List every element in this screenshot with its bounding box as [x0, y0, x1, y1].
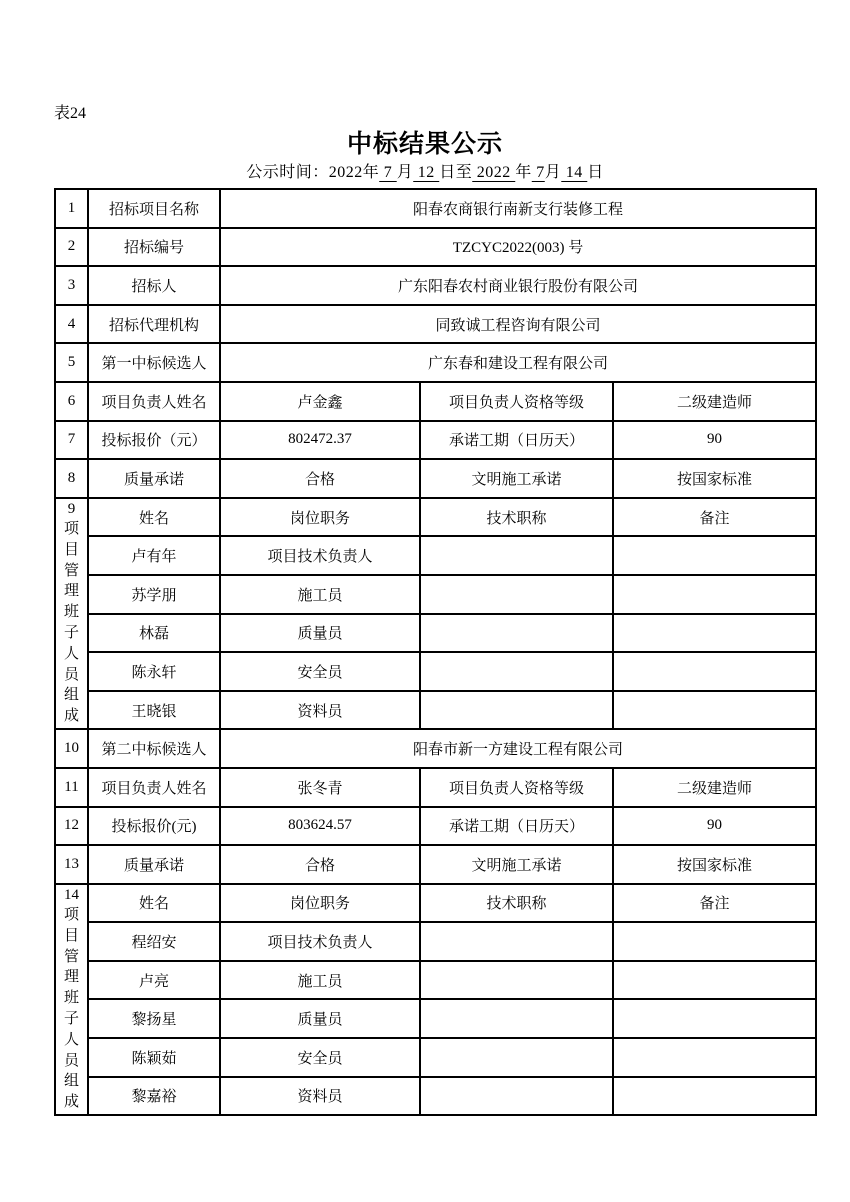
- empty-cell: [613, 536, 816, 575]
- header-tech-title: 技术职称: [420, 884, 613, 923]
- value-civilized-construction: 按国家标准: [613, 459, 816, 498]
- member-name: 陈永轩: [88, 652, 220, 691]
- table-row: [55, 729, 816, 768]
- label-manager-name: 项目负责人姓名: [88, 768, 220, 807]
- table-row: [55, 382, 816, 421]
- member-role: 质量员: [220, 999, 420, 1038]
- row-number: 10: [55, 729, 88, 768]
- label-construction-period: 承诺工期（日历天）: [420, 421, 613, 460]
- value-second-candidate: 阳春市新一方建设工程有限公司: [220, 729, 816, 768]
- empty-cell: [613, 1038, 816, 1077]
- row-number: 2: [55, 228, 88, 267]
- table-row: [55, 189, 816, 228]
- row-number: 4: [55, 305, 88, 344]
- value-manager-name: 张冬青: [220, 768, 420, 807]
- value-project-name: 阳春农商银行南新支行装修工程: [220, 189, 816, 228]
- empty-cell: [613, 691, 816, 730]
- table-row: [55, 922, 816, 961]
- group-14-vertical-cell: [55, 884, 88, 1116]
- header-name: 姓名: [88, 884, 220, 923]
- end-day-value: 14: [561, 164, 588, 181]
- member-name: 王晓银: [88, 691, 220, 730]
- table-row: [55, 807, 816, 846]
- month-unit: 月: [396, 164, 414, 181]
- value-quality-commitment: 合格: [220, 845, 420, 884]
- month-unit2: 月: [544, 164, 562, 181]
- row-number: 8: [55, 459, 88, 498]
- label-civilized-construction: 文明施工承诺: [420, 459, 613, 498]
- table-row: [55, 575, 816, 614]
- label-agency: 招标代理机构: [88, 305, 220, 344]
- table-row: [55, 1038, 816, 1077]
- form-tag: 表24: [54, 105, 87, 122]
- start-year: 2022年: [328, 164, 380, 181]
- label-manager-qualification: 项目负责人资格等级: [420, 382, 613, 421]
- member-name: 黎嘉裕: [88, 1077, 220, 1116]
- empty-cell: [420, 575, 613, 614]
- label-project-name: 招标项目名称: [88, 189, 220, 228]
- label-civilized-construction: 文明施工承诺: [420, 845, 613, 884]
- member-name: 卢有年: [88, 536, 220, 575]
- row-number: 9: [67, 501, 76, 518]
- header-tech-title: 技术职称: [420, 498, 613, 537]
- empty-cell: [420, 961, 613, 1000]
- member-name: 程绍安: [88, 922, 220, 961]
- header-position: 岗位职务: [220, 884, 420, 923]
- group-9-label: 项目管理班子人员组成: [63, 521, 79, 725]
- group-14-label: 项目管理班子人员组成: [63, 906, 79, 1111]
- empty-cell: [420, 1077, 613, 1116]
- empty-cell: [613, 961, 816, 1000]
- end-month-value: 7: [531, 164, 545, 181]
- value-agency: 同致诚工程咨询有限公司: [220, 305, 816, 344]
- label-quality-commitment: 质量承诺: [88, 845, 220, 884]
- member-name: 卢亮: [88, 961, 220, 1000]
- label-manager-name: 项目负责人姓名: [88, 382, 220, 421]
- value-civilized-construction: 按国家标准: [613, 845, 816, 884]
- row-number: 6: [55, 382, 88, 421]
- table-row: [55, 498, 816, 537]
- header-remark: 备注: [613, 498, 816, 537]
- table-row: [55, 266, 816, 305]
- empty-cell: [420, 536, 613, 575]
- table-row: [55, 536, 816, 575]
- empty-cell: [420, 922, 613, 961]
- publication-period: [0, 159, 850, 182]
- table-row: [55, 652, 816, 691]
- header-name: 姓名: [88, 498, 220, 537]
- label-first-candidate: 第一中标候选人: [88, 343, 220, 382]
- group-9-vertical-cell: [55, 498, 88, 730]
- member-role: 质量员: [220, 614, 420, 653]
- value-first-candidate: 广东春和建设工程有限公司: [220, 343, 816, 382]
- empty-cell: [420, 614, 613, 653]
- member-name: 苏学朋: [88, 575, 220, 614]
- empty-cell: [420, 1038, 613, 1077]
- bid-result-table: [54, 188, 817, 1116]
- empty-cell: [613, 999, 816, 1038]
- publication-label: 公示时间：: [246, 164, 329, 181]
- value-bid-price: 802472.37: [220, 421, 420, 460]
- empty-cell: [613, 614, 816, 653]
- label-bid-number: 招标编号: [88, 228, 220, 267]
- member-role: 安全员: [220, 652, 420, 691]
- label-quality-commitment: 质量承诺: [88, 459, 220, 498]
- end-year-value: 2022: [472, 164, 516, 181]
- empty-cell: [613, 652, 816, 691]
- header-remark: 备注: [613, 884, 816, 923]
- value-bid-price: 803624.57: [220, 807, 420, 846]
- value-quality-commitment: 合格: [220, 459, 420, 498]
- empty-cell: [613, 1077, 816, 1116]
- row-number: 14: [64, 886, 79, 903]
- value-tenderer: 广东阳春农村商业银行股份有限公司: [220, 266, 816, 305]
- value-construction-period: 90: [613, 807, 816, 846]
- table-row: [55, 884, 816, 923]
- row-number: 1: [55, 189, 88, 228]
- label-bid-price: 投标报价(元): [88, 807, 220, 846]
- start-day-value: 12: [413, 164, 440, 181]
- table-row: [55, 614, 816, 653]
- member-role: 资料员: [220, 1077, 420, 1116]
- table-row: [55, 305, 816, 344]
- table-row: [55, 1077, 816, 1116]
- table-row: [55, 228, 816, 267]
- label-tenderer: 招标人: [88, 266, 220, 305]
- table-row: [55, 999, 816, 1038]
- member-role: 施工员: [220, 575, 420, 614]
- row-number: 7: [55, 421, 88, 460]
- empty-cell: [420, 999, 613, 1038]
- table-row: [55, 459, 816, 498]
- table-row: [55, 845, 816, 884]
- day-unit: 日: [587, 164, 604, 181]
- row-number: 12: [55, 807, 88, 846]
- header-position: 岗位职务: [220, 498, 420, 537]
- row-number: 11: [55, 768, 88, 807]
- member-role: 资料员: [220, 691, 420, 730]
- to-text: 日至: [439, 164, 473, 181]
- value-bid-number: TZCYC2022(003) 号: [220, 228, 816, 267]
- row-number: 13: [55, 845, 88, 884]
- empty-cell: [420, 691, 613, 730]
- empty-cell: [613, 575, 816, 614]
- empty-cell: [613, 922, 816, 961]
- year-unit: 年: [515, 164, 532, 181]
- value-manager-name: 卢金鑫: [220, 382, 420, 421]
- member-role: 项目技术负责人: [220, 922, 420, 961]
- label-manager-qualification: 项目负责人资格等级: [420, 768, 613, 807]
- table-row: [55, 343, 816, 382]
- value-manager-qualification: 二级建造师: [613, 768, 816, 807]
- row-number: 5: [55, 343, 88, 382]
- empty-cell: [420, 652, 613, 691]
- member-name: 陈颖茹: [88, 1038, 220, 1077]
- label-second-candidate: 第二中标候选人: [88, 729, 220, 768]
- member-name: 林磊: [88, 614, 220, 653]
- member-role: 安全员: [220, 1038, 420, 1077]
- table-row: [55, 768, 816, 807]
- member-role: 项目技术负责人: [220, 536, 420, 575]
- value-construction-period: 90: [613, 421, 816, 460]
- label-bid-price: 投标报价（元）: [88, 421, 220, 460]
- member-role: 施工员: [220, 961, 420, 1000]
- member-name: 黎扬星: [88, 999, 220, 1038]
- label-construction-period: 承诺工期（日历天）: [420, 807, 613, 846]
- row-number: 3: [55, 266, 88, 305]
- table-row: [55, 421, 816, 460]
- start-month-value: 7: [379, 164, 397, 181]
- table-row: [55, 961, 816, 1000]
- table-row: [55, 691, 816, 730]
- value-manager-qualification: 二级建造师: [613, 382, 816, 421]
- page-title: 中标结果公示: [346, 131, 503, 158]
